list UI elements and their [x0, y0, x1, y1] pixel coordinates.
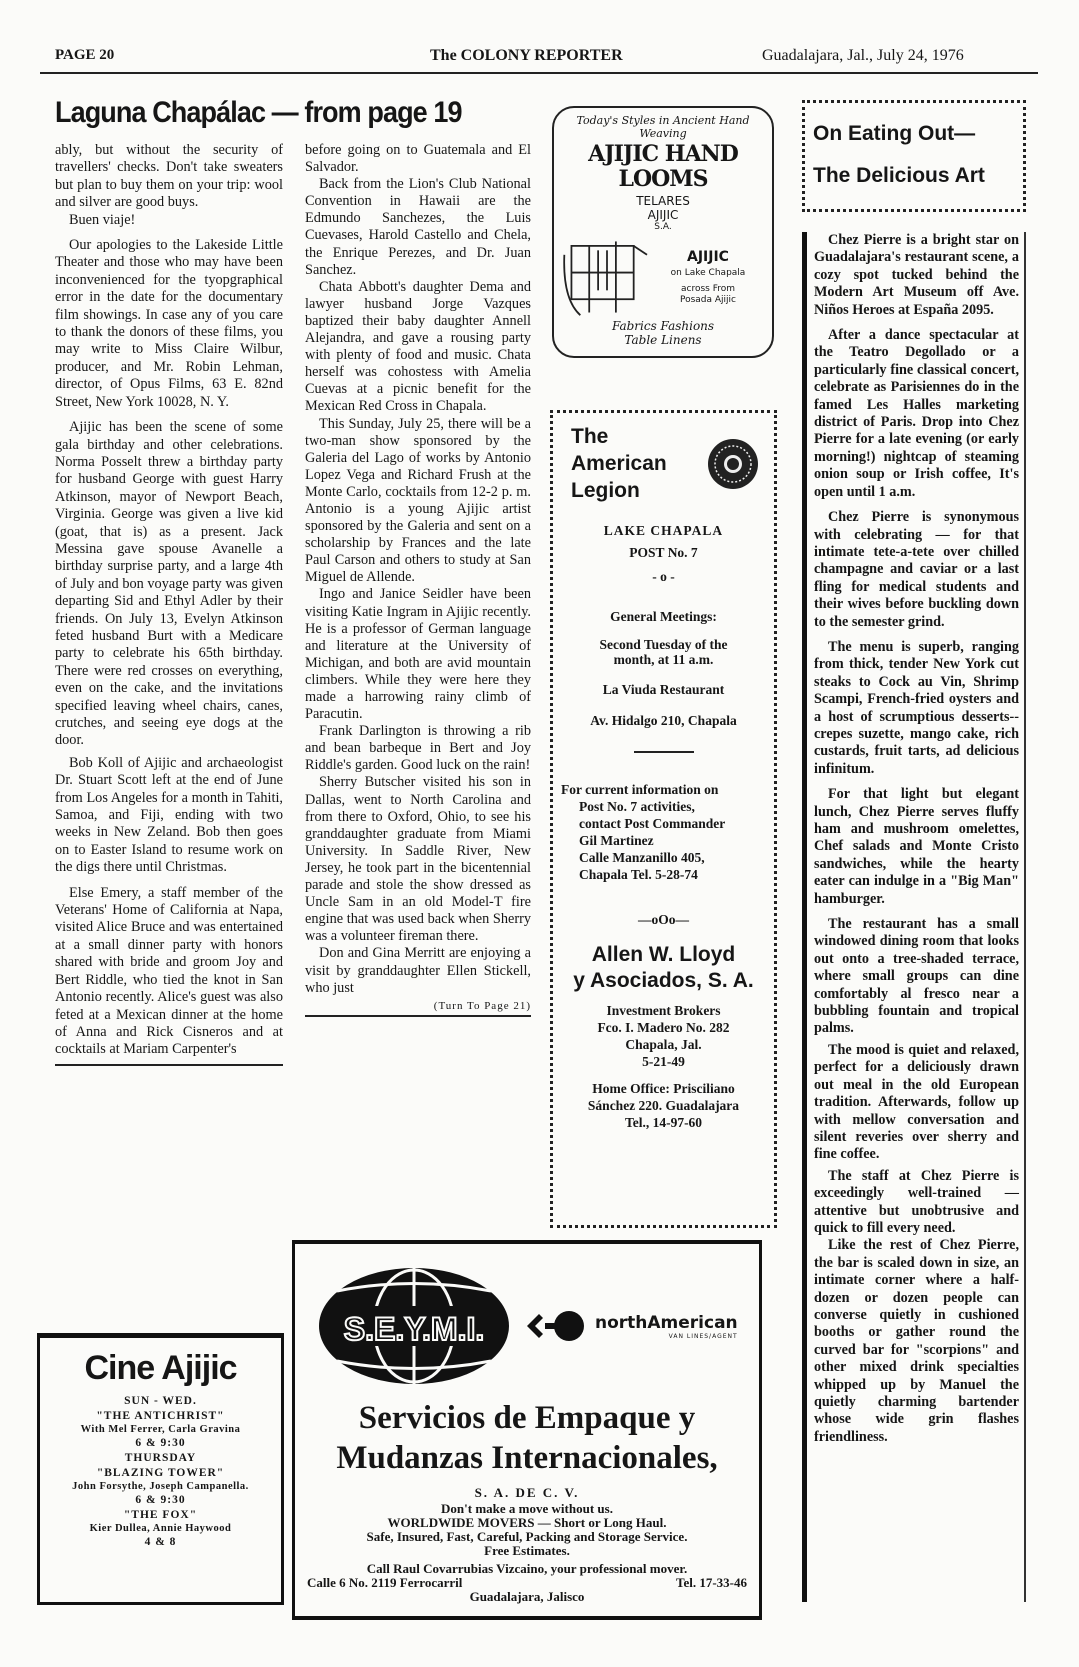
paragraph: After a dance spectacular at the Teatro Degollado or a particularly fine classical concert, celebrate as Parisiennes do in the famed Les Halles marketing district of Paris. Drop into Chez Pierre for a late evening (or early morning!) nightcap of steaming onion soup or Irish coffee, It's open until 1 a.m. — [814, 327, 1019, 500]
venue-address: Av. Hidalgo 210, Chapala — [590, 713, 737, 728]
paragraph: Frank Darlington is throwing a rib and bean barbeque in Bert and Joy Riddle's garden. Good luck on the rain! — [305, 723, 531, 774]
cine-line: THURSDAY — [124, 1452, 197, 1464]
detail-line: WORLDWIDE MOVERS — Short or Long Haul. — [387, 1515, 667, 1530]
detail-line: Chapala, Jal. — [625, 1037, 702, 1052]
column-border-right — [1024, 232, 1026, 1602]
post-name: LAKE CHAPALA — [603, 523, 724, 538]
movers-title — [307, 1398, 747, 1478]
info-line: For current information on — [561, 782, 719, 797]
paragraph: The staff at Chez Pierre is exceedingly well-trained — attentive but unobtrusive and quick to fill every need. — [814, 1167, 1019, 1236]
paragraph: Sherry Butscher visited his son in Dallas, went to North Carolina and from there to Oxford, Ohio, to see his granddaughter graduate from Miami University. In Saddle River, New Jersey, he took part in the bicentennial parade and stole the show dressed as Uncle Sam in an old Model-T fire engine that was used back when Sherry was a volunteer fireman there. — [305, 774, 531, 945]
seymi-movers-ad — [292, 1240, 762, 1620]
meetings-label: General Meetings: — [610, 609, 717, 624]
detail-line: Safe, Insured, Fast, Careful, Packing and Storage Service. — [366, 1529, 688, 1544]
venue: La Viuda Restaurant — [602, 682, 725, 697]
legion-header — [557, 423, 770, 504]
meetings-when: month, at 11 a.m. — [613, 652, 714, 667]
post-number: POST No. 7 — [629, 545, 698, 560]
movers-title-line: Mudanzas Internacionales, — [336, 1440, 718, 1476]
telares-line: TELARES — [636, 194, 690, 208]
location-line: on Lake Chapala — [670, 267, 746, 278]
paragraph: Don and Gina Merritt are enjoying a visit by granddaughter Ellen Stickell, who just — [305, 945, 531, 996]
info-line: Chapala Tel. 5-28-74 — [579, 867, 698, 882]
cine-line: "THE ANTICHRIST" — [96, 1410, 225, 1422]
home-line: Tel., 14-97-60 — [624, 1115, 703, 1130]
looms-tagline: Today's Styles in Ancient Hand Weaving — [576, 114, 750, 140]
paragraph: The mood is quiet and relaxed, perfect for a deliciously drawn out meal in the old European tradition. Afterwards, follow up with mellow conversation and silent reveries over sherry and fine coffee. — [814, 1041, 1019, 1163]
allen-lloyd-details — [557, 1002, 770, 1070]
looms-brand: AJIJIC HAND LOOMS — [588, 141, 738, 192]
cine-line: With Mel Ferrer, Carla Gravina — [80, 1424, 241, 1435]
looms-illustration-row — [562, 237, 764, 317]
seymi-globe-logo-icon — [317, 1266, 511, 1386]
article-column-1 — [55, 142, 283, 1066]
paragraph: Else Emery, a staff member of the Veterans' Home of California at Napa, visited Alice Bruce and was entertained at a small dinner party with honors shared with bride and groom Joy and Bert Riddle, who tied the knot in San Antonio recently. Alice's guest was also feted at a Mexican dinner at the home of Anna and Rick Cisneros and at cocktails at Mariam Carpenter's — [55, 884, 283, 1058]
cine-line: Kier Dullea, Annie Haywood — [89, 1523, 232, 1534]
cine-line: 6 & 9:30 — [135, 1494, 186, 1506]
detail-line: Fco. I. Madero No. 282 — [597, 1020, 730, 1035]
movers-logos — [307, 1264, 747, 1388]
detail-line: Free Estimates. — [484, 1543, 570, 1558]
paragraph: ably, but without the security of travellers' checks. Don't take sweaters but plan to buy them on your trip: wool and silver are good buys. — [55, 142, 283, 211]
column-rule — [55, 1064, 283, 1066]
legion-title-line: The — [571, 425, 609, 448]
separator: —oOo— — [637, 912, 689, 927]
legion-title — [571, 423, 667, 504]
article-headline: Laguna Chapálac — from page 19 — [55, 96, 462, 129]
seymi-logo-text: S.E.Y.M.I. — [343, 1311, 485, 1347]
cine-line: 6 & 9:30 — [135, 1437, 186, 1449]
location-line: Posada Ajijic — [679, 294, 736, 305]
allen-lloyd-name: Allen W. Lloyd — [591, 943, 736, 966]
info-line: contact Post Commander — [579, 816, 726, 831]
cine-title: Cine Ajijic — [84, 1349, 237, 1387]
paragraph: before going on to Guatemala and El Salvador. — [305, 142, 531, 176]
column-border-left — [802, 232, 807, 1602]
paragraph: The restaurant has a small windowed dining room that looks out onto a tree-shaded terrace, where small groups can dine comfortably al fresco near a bubbling fountain and tropical palms. — [814, 916, 1019, 1037]
meetings-when: Second Tuesday of the — [599, 637, 728, 652]
info-line: Gil Martinez — [579, 833, 654, 848]
article-column-2 — [305, 142, 531, 1017]
separator: - o - — [652, 569, 675, 584]
cine-line: SUN - WED. — [124, 1395, 197, 1407]
divider — [634, 751, 694, 753]
paragraph: The menu is superb, ranging from thick, tender New York cut steaks to Cock au Vin, Shrimp Scampi, French-fried oysters and a host of scrumptious desserts--crepes suzette, mango cake, rich custards, fruit tarts, ad delicious infinitum. — [814, 638, 1019, 777]
north-american-arrow-icon — [525, 1310, 589, 1342]
cine-line: "THE FOX" — [123, 1509, 198, 1521]
post-info — [557, 781, 770, 883]
home-office — [557, 1080, 770, 1131]
north-american-subtitle: VAN LINES/AGENT — [668, 1332, 738, 1340]
detail-line: Call Raul Covarrubias Vizcaino, your professional mover. — [366, 1561, 688, 1576]
detail-line: Don't make a move without us. — [441, 1501, 613, 1516]
paragraph: Back from the Lion's Club National Convention in Hawaii are the Edmundo Sanchezes, the Luis Cuevases, Harold Castello and Chela, the Enrique Perezes, and Dr. Juan Sanchez. — [305, 176, 531, 278]
continued-on-link: (Turn To Page 21) — [433, 999, 531, 1012]
paragraph: Chez Pierre is a bright star on Guadalajara's restaurant scene, a cozy spot tucked behind the Modern Art Museum off Ave. Niños Heroes at España 2095. — [814, 232, 1019, 318]
north-american-name: northAmerican — [595, 1312, 738, 1333]
cine-line: "BLAZING TOWER" — [96, 1467, 225, 1479]
paragraph: Chez Pierre is synonymous with celebrating — for that intimate tete-a-tete over chilled champagne and caviar or a last fling for medical students and their wives before buckling down to the semester grind. — [814, 509, 1019, 630]
home-line: Sánchez 220. Guadalajara — [587, 1098, 740, 1113]
telares-line: S.A. — [654, 222, 672, 232]
products-line: Fabrics Fashions — [611, 319, 715, 333]
eating-out-subtitle: The Delicious Art — [813, 164, 985, 187]
looms-location — [652, 249, 764, 306]
products-line: Table Linens — [624, 333, 702, 347]
looms-products — [562, 319, 764, 347]
dateline: Guadalajara, Jal., July 24, 1976 — [762, 47, 964, 64]
eating-out-title-box — [802, 100, 1026, 212]
paragraph: Bob Koll of Ajijic and archaeologist Dr. Stuart Scott left at the end of June from Los Angeles for a month in Tahiti, Samoa, and Fiji, ending with two weeks in New Zeland. Bob then goes on to Easter Island to resume work on the digs there until Christmas. — [55, 754, 283, 876]
movers-address: Calle 6 No. 2119 Ferrocarril — [307, 1575, 463, 1590]
movers-title-line: Servicios de Empaque y — [358, 1400, 696, 1436]
movers-phone: Tel. 17-33-46 — [675, 1575, 747, 1590]
movers-city: Guadalajara, Jalisco — [469, 1589, 585, 1604]
eating-out-column — [814, 232, 1019, 1446]
newspaper-name: The COLONY REPORTER — [430, 47, 623, 64]
american-legion-emblem-icon — [706, 437, 760, 491]
looms-telares — [562, 194, 764, 233]
legion-title-line: American — [571, 452, 667, 475]
paragraph: Buen viaje! — [69, 211, 136, 228]
column-rule — [305, 1015, 531, 1017]
detail-line: S. A. DE C. V. — [474, 1485, 580, 1500]
detail-line: Investment Brokers — [606, 1003, 721, 1018]
telares-line: AJIJIC — [647, 208, 679, 222]
legion-title-line: Legion — [571, 479, 640, 502]
american-legion-ad — [550, 410, 777, 1228]
paragraph: Our apologies to the Lakeside Little Theater and those who may have been inconvenienced for the tyopgraphical error in the date for the documentary film showings. In case any of you care to thank the donors of these films, you may write to Miss Claire Wilbur, producer, and Mr. Robin Lehman, director, of Opus Films, 63 E. 82nd Street, New York 10028, N. Y. — [55, 237, 283, 410]
movers-details — [307, 1486, 747, 1604]
allen-lloyd-name: y Asociados, S. A. — [573, 969, 754, 992]
detail-line: 5-21-49 — [642, 1054, 685, 1069]
info-line: Post No. 7 activities, — [579, 799, 695, 814]
ajijic-hand-looms-ad — [552, 106, 774, 358]
cine-ajijic-ad — [37, 1333, 284, 1605]
location-line: across From — [680, 283, 735, 294]
paragraph: Ajijic has been the scene of some gala birthday and other celebrations. Norma Posselt threw a birthday party for husband George with guest Harry Atkinson, mayor of Newport Beach, Virginia. George was given a live kid (goat, that is) as a present. Jack Messina gave spouse Avanelle a birthday surprise party, and a large 4th of July and bon voyage party was given departing Sid and Ethyl Adler by their friends. On July 13, Evelyn Atkinson feted husband Burt with a Medicare party to celebrate his 65th birthday. There were red crosses on everything, even on the cake, and the invitations specified leaving wheel chairs, canes, crutches, and seeing eye dogs at the door. — [55, 419, 283, 749]
eating-out-title: On Eating Out— — [813, 122, 976, 145]
location-line: AJIJIC — [687, 248, 729, 265]
cine-line: 4 & 8 — [144, 1536, 177, 1548]
paragraph: Ingo and Janice Seidler have been visiting Katie Ingram in Ajijic recently. He is a professor of German language and literature at the University of Michigan, and both are avid mountain climbers. While they were here they made a harrowing rainy climb of Paracutin. — [305, 586, 531, 723]
header-rule — [40, 72, 1038, 74]
paragraph: This Sunday, July 25, there will be a two-man show sponsored by the Galeria del Lago of works by Antonio Lopez Vega and Richard Frush at the Monte Carlo, cocktails from 12-2 p. m. Antonio is a young Ajijic artist sponsored by the Galeria and sent on a scholarship by Frances and the late Paul Carson and others to study at San Miguel de Allende. — [305, 415, 531, 586]
info-line: Calle Manzanillo 405, — [579, 850, 705, 865]
cine-line: John Forsythe, Joseph Campanella. — [72, 1481, 249, 1492]
paragraph: For that light but elegant lunch, Chez Pierre serves fluffy ham and mushroom omelettes, Chef salads and Monte Cristo sandwiches, while the hearty eater can indulge in a "Big Man" hamburger. — [814, 786, 1019, 907]
page-number: PAGE 20 — [55, 47, 115, 63]
north-american-logo — [525, 1310, 738, 1342]
paragraph: Chata Abbott's daughter Dema and lawyer husband Jorge Vazques baptized their baby daughter Annell Alejandra, and gave a rousing party with plenty of food and music. Chata herself was cohostess with Amelia Cuevas at a picnic benefit for the Mexican Red Cross in Chapala. — [305, 278, 531, 415]
home-line: Home Office: Prisciliano — [592, 1081, 735, 1096]
address-row — [307, 1576, 747, 1590]
loom-illustration-icon — [562, 237, 652, 317]
paragraph: Like the rest of Chez Pierre, the bar is scaled down in size, an intimate corner where a half-dozen or dozen people can converse quietly in cushioned booths or gather round the curved bar for "scorpions" and other mixed drink specialties whipped up by Manuel the quietly charming bartender whose wide grin flashes friendliness. — [814, 1237, 1019, 1445]
